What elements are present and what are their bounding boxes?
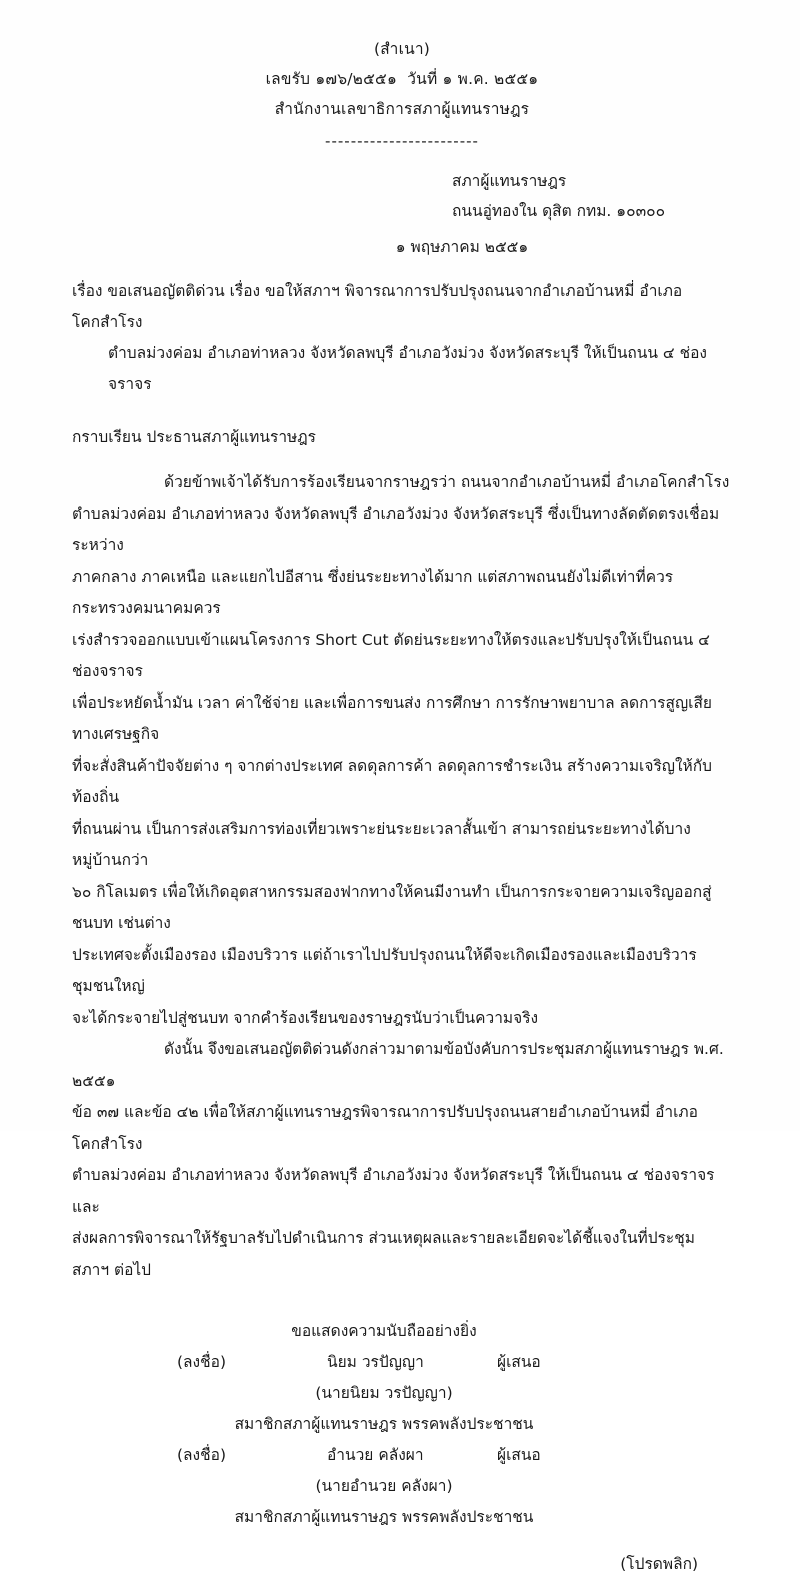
paragraph-1-line-1: ด้วยข้าพเจ้าได้รับการร้องเรียนจากราษฎรว่า ถนนจากอำเภอบ้านหมี่ อำเภอโคกสำโรง <box>164 473 730 491</box>
paragraph-1-line-4: เร่งสำรวจออกแบบเข้าแผนโครงการ Short Cut ตัดย่นระยะทางให้ตรงและปรับปรุงให้เป็นถนน ๔ ช่องจราจร <box>72 630 710 680</box>
signer-position-2: สมาชิกสภาผู้แทนราษฎร พรรคพลังประชาชน <box>234 1508 534 1526</box>
sender-block <box>452 166 732 226</box>
signer-name-paren-2: (นายอำนวย คลังผา) <box>315 1477 453 1495</box>
signature-row-1 <box>72 1347 732 1378</box>
paragraph-2-line-3: ตำบลม่วงค่อม อำเภอท่าหลวง จังหวัดลพบุรี อำเภอวังม่วง จังหวัดสระบุรี ให้เป็นถนน ๔ ช่องจราจร และ <box>72 1166 715 1216</box>
paragraph-1-line-9: ประเทศจะตั้งเมืองรอง เมืองบริวาร แต่ถ้าเราไปปรับปรุงถนนให้ดีจะเกิดเมืองรองและเมืองบริวาร ชุมชนใหญ่ <box>72 945 697 995</box>
paragraph-1-line-8: ๖๐ กิโลเมตร เพื่อให้เกิดอุตสาหกรรมสองฟากทางให้คนมีงานทำ เป็นการกระจายความเจริญออกสู่ชนบท เช่นต่าง <box>72 882 712 932</box>
signature-row-2 <box>72 1440 732 1471</box>
body-paragraph-2 <box>72 1034 732 1286</box>
paragraph-2-line-2: ข้อ ๓๗ และข้อ ๔๒ เพื่อให้สภาผู้แทนราษฎรพิจารณาการปรับปรุงถนนสายอำเภอบ้านหมี่ อำเภอโคกสำโรง <box>72 1103 698 1153</box>
turn-over-note: (โปรดพลิก) <box>620 1555 698 1573</box>
sign-label-2: (ลงชื่อ) <box>177 1446 226 1464</box>
paragraph-1-line-3: ภาคกลาง ภาคเหนือ และแยกไปอีสาน ซึ่งย่นระยะทางได้มาก แต่สภาพถนนยังไม่ดีเท่าที่ควร กระทรวงคมนาคมควร <box>72 567 674 617</box>
paragraph-1-line-7: ที่ถนนผ่าน เป็นการส่งเสริมการท่องเที่ยวเพราะย่นระยะเวลาสั้นเข้า สามารถย่นระยะทางได้บางหมู่บ้านกว่า <box>72 819 691 869</box>
signature-section <box>72 1316 732 1533</box>
receipt-number-line: เลขรับ ๑๗๖/๒๕๕๑ วันที่ ๑ พ.ค. ๒๕๕๑ <box>265 70 539 88</box>
paragraph-1-line-2: ตำบลม่วงค่อม อำเภอท่าหลวง จังหวัดลพบุรี อำเภอวังม่วง จังหวัดสระบุรี ซึ่งเป็นทางลัดตัดตรงเชื่อมระหว่าง <box>72 504 720 554</box>
office-name: สำนักงานเลขาธิการสภาผู้แทนราษฎร <box>274 100 530 118</box>
closing-phrase: ขอแสดงความนับถืออย่างยิ่ง <box>291 1322 477 1340</box>
paragraph-2-line-1: ดังนั้น จึงขอเสนอญัตติด่วนดังกล่าวมาตามข้อบังคับการประชุมสภาผู้แทนราษฎร พ.ศ. ๒๕๕๑ <box>72 1040 724 1090</box>
signer-name-1: นิยม วรปัญญา <box>327 1353 424 1371</box>
body-paragraph-1 <box>72 467 732 1034</box>
copy-mark: (สำเนา) <box>373 40 431 58</box>
signer-role-2: ผู้เสนอ <box>497 1446 541 1464</box>
salutation: กราบเรียน ประธานสภาผู้แทนราษฎร <box>72 428 316 446</box>
paragraph-1-line-5: เพื่อประหยัดน้ำมัน เวลา ค่าใช้จ่าย และเพื่อการขนส่ง การศึกษา การรักษาพยาบาล ลดการสูญเสียทางเศรษฐกิจ <box>72 693 712 743</box>
signer-name-2: อำนวย คลังผา <box>327 1446 424 1464</box>
subject-continuation: ตำบลม่วงค่อม อำเภอท่าหลวง จังหวัดลพบุรี อำเภอวังม่วง จังหวัดสระบุรี ให้เป็นถนน ๔ ช่องจราจร <box>108 344 707 393</box>
paragraph-2-line-4: ส่งผลการพิจารณาให้รัฐบาลรับไปดำเนินการ ส่วนเหตุผลและรายละเอียดจะได้ชี้แจงในที่ประชุมสภาฯ ต่อไป <box>72 1229 695 1279</box>
signer-name-paren-1: (นายนิยม วรปัญญา) <box>315 1384 453 1402</box>
signer-position-1: สมาชิกสภาผู้แทนราษฎร พรรคพลังประชาชน <box>234 1415 534 1433</box>
sign-label-1: (ลงชื่อ) <box>177 1353 226 1371</box>
document-date: ๑ พฤษภาคม ๒๕๕๑ <box>395 238 529 256</box>
subject-label: เรื่อง ขอเสนอญัตติด่วน เรื่อง ขอให้สภาฯ พิจารณาการปรับปรุงถนนจากอำเภอบ้านหมี่ อำเภอโคกสำโรง <box>72 282 683 331</box>
sender-address: ถนนอู่ทองใน ดุสิต กทม. ๑๐๓๐๐ <box>452 202 666 220</box>
divider-dashes: ------------------------ <box>325 132 479 150</box>
paragraph-1-line-6: ที่จะสั่งสินค้าปัจจัยต่าง ๆ จากต่างประเทศ ลดดุลการค้า ลดดุลการชำระเงิน สร้างความเจริญให้กับท้องถิ่น <box>72 756 712 806</box>
document-content <box>72 34 732 1576</box>
subject-block <box>72 276 732 400</box>
signer-role-1: ผู้เสนอ <box>497 1353 541 1371</box>
sender-organization: สภาผู้แทนราษฎร <box>452 172 567 190</box>
paragraph-1-line-10: จะได้กระจายไปสู่ชนบท จากคำร้องเรียนของราษฎรนับว่าเป็นความจริง <box>72 1008 539 1027</box>
